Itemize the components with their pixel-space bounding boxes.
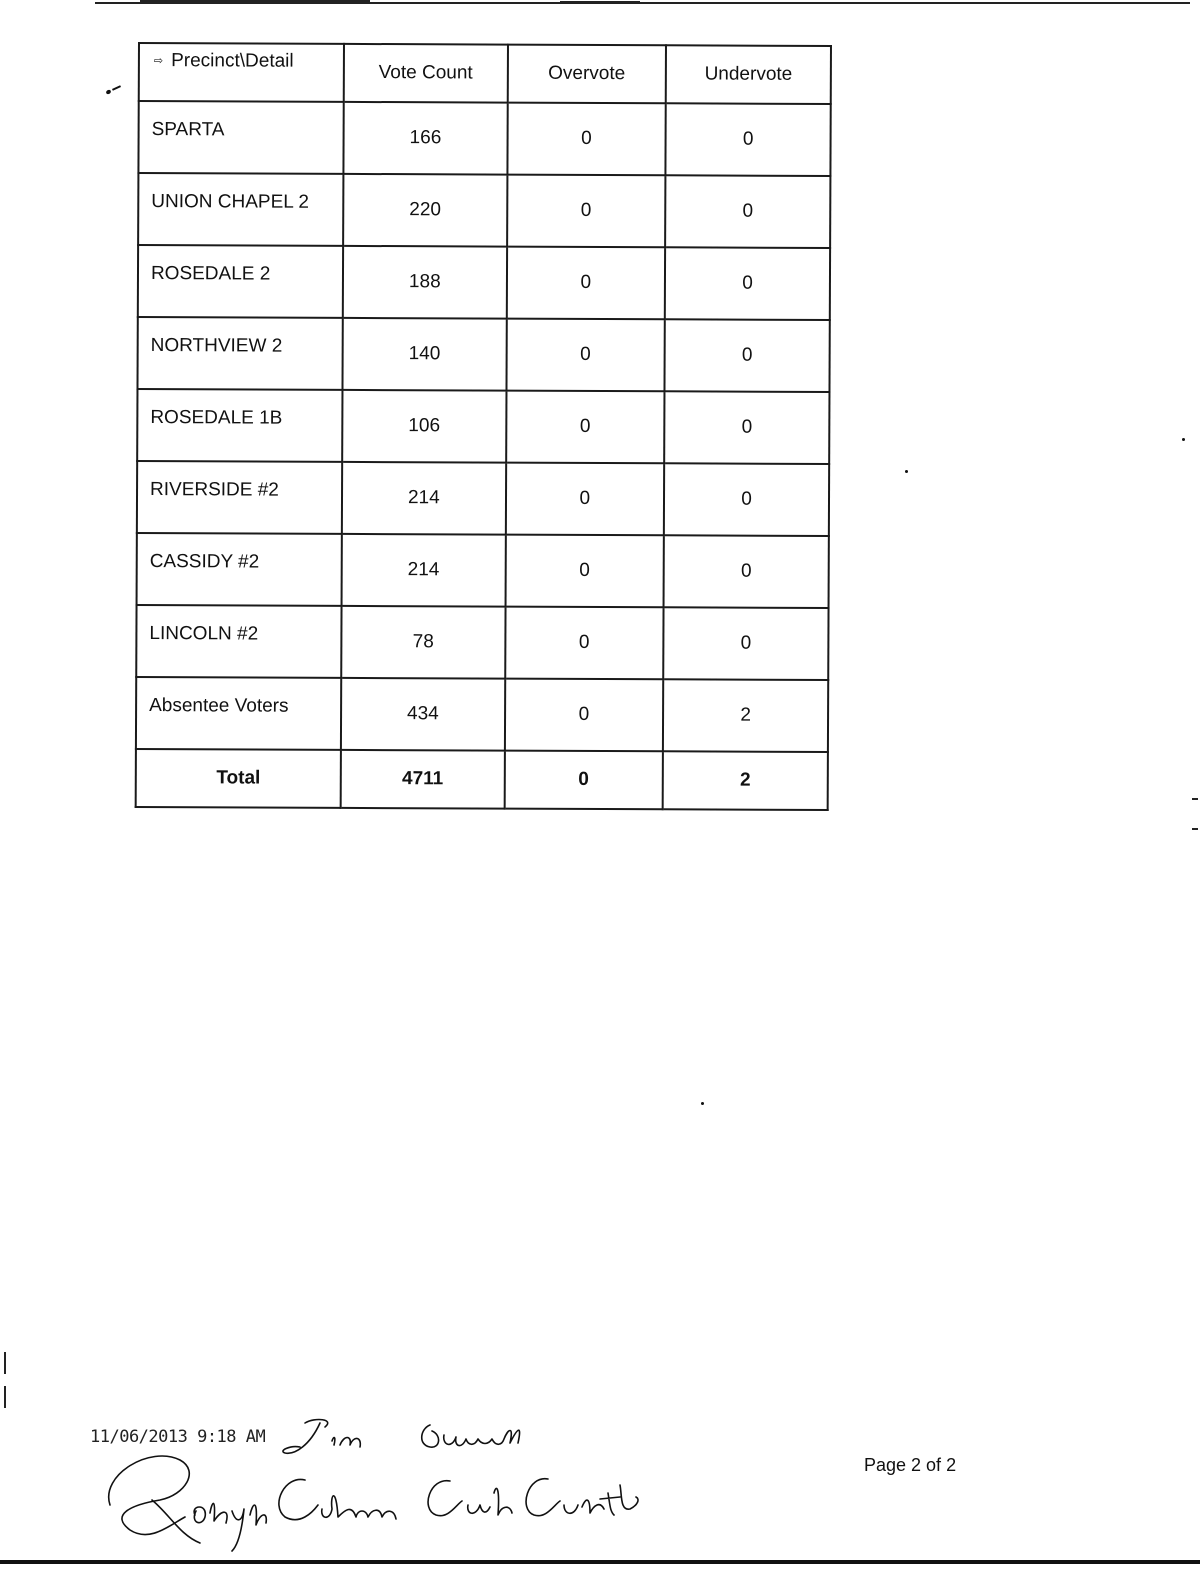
overvote-cell: 0	[505, 607, 664, 680]
table-row	[137, 389, 829, 464]
overvote-cell: 0	[506, 391, 665, 464]
stray-ink-mark	[112, 85, 121, 91]
header-undervote: Undervote	[666, 45, 831, 104]
vote-count-cell: 78	[341, 606, 505, 679]
precinct-name: RIVERSIDE #2	[137, 461, 342, 534]
vote-count-cell: 140	[343, 318, 507, 391]
overvote-cell: 0	[505, 535, 664, 608]
precinct-name: ROSEDALE 2	[138, 245, 343, 318]
undervote-cell: 0	[665, 247, 830, 320]
table-row	[137, 461, 829, 536]
table-row	[137, 317, 829, 392]
precinct-name: SPARTA	[138, 101, 343, 174]
undervote-cell: 0	[665, 319, 830, 392]
vote-count-cell: 166	[344, 102, 508, 175]
overvote-cell: 0	[504, 679, 663, 752]
table-row	[138, 101, 830, 176]
total-overvote: 0	[504, 751, 663, 810]
table-row	[138, 173, 830, 248]
bottom-border-line	[0, 1560, 1200, 1564]
overvote-cell: 0	[507, 103, 666, 176]
precinct-name: CASSIDY #2	[137, 533, 342, 606]
table-row	[137, 533, 829, 608]
vote-count-cell: 188	[343, 246, 507, 319]
vote-count-cell: 214	[342, 534, 506, 607]
total-row	[136, 749, 828, 810]
total-label: Total	[136, 749, 341, 808]
vote-count-cell: 220	[343, 174, 507, 247]
precinct-name: Absentee Voters	[136, 677, 341, 750]
table-row	[138, 245, 830, 320]
top-scan-mark	[560, 1, 640, 3]
vote-count-cell: 214	[342, 462, 506, 535]
sort-arrow-icon: ⇨	[153, 55, 164, 68]
page-number: Page 2 of 2	[864, 1455, 957, 1475]
table-row	[136, 605, 828, 680]
print-timestamp: 11/06/2013 9:18 AM	[90, 1427, 266, 1447]
undervote-cell: 0	[663, 607, 828, 680]
overvote-cell: 0	[507, 175, 666, 248]
stray-ink-mark	[1182, 438, 1185, 441]
precinct-results-table	[135, 42, 832, 811]
signature-stroke	[526, 1479, 638, 1516]
stray-ink-mark	[905, 470, 908, 473]
header-precinct-label: Precinct\Detail	[171, 50, 294, 72]
edge-scan-mark	[1192, 798, 1198, 800]
undervote-cell: 0	[665, 175, 830, 248]
signature-stroke	[109, 1456, 200, 1543]
overvote-cell: 0	[506, 247, 665, 320]
total-undervote: 2	[663, 751, 828, 810]
precinct-name: ROSEDALE 1B	[137, 389, 342, 462]
precinct-name: NORTHVIEW 2	[137, 317, 342, 390]
precinct-name: LINCOLN #2	[136, 605, 341, 678]
vote-count-cell: 106	[342, 390, 506, 463]
signature-stroke	[279, 1479, 396, 1519]
vote-count-cell: 434	[341, 678, 505, 751]
undervote-cell: 0	[664, 535, 829, 608]
stray-ink-mark	[105, 89, 111, 95]
undervote-cell: 2	[663, 679, 828, 752]
table-header-row	[139, 43, 831, 104]
signature-stroke	[283, 1420, 360, 1454]
top-border-line	[95, 2, 1190, 4]
table-row	[136, 677, 828, 752]
overvote-cell: 0	[505, 463, 664, 536]
margin-scan-mark	[4, 1386, 6, 1408]
top-scan-mark	[140, 0, 370, 2]
total-vote-count: 4711	[341, 750, 505, 809]
undervote-cell: 0	[666, 103, 831, 176]
margin-scan-mark	[4, 1352, 6, 1374]
signature-stroke	[428, 1481, 512, 1516]
edge-scan-mark	[1192, 828, 1198, 830]
undervote-cell: 0	[664, 391, 829, 464]
header-vote-count: Vote Count	[344, 44, 508, 103]
header-overvote: Overvote	[507, 45, 666, 104]
signature-stroke	[422, 1425, 520, 1447]
undervote-cell: 0	[664, 463, 829, 536]
precinct-name: UNION CHAPEL 2	[138, 173, 343, 246]
signature-stroke	[194, 1503, 266, 1551]
stray-ink-mark	[701, 1102, 704, 1105]
overvote-cell: 0	[506, 319, 665, 392]
handwritten-signatures	[90, 1405, 650, 1565]
header-precinct	[139, 43, 344, 102]
